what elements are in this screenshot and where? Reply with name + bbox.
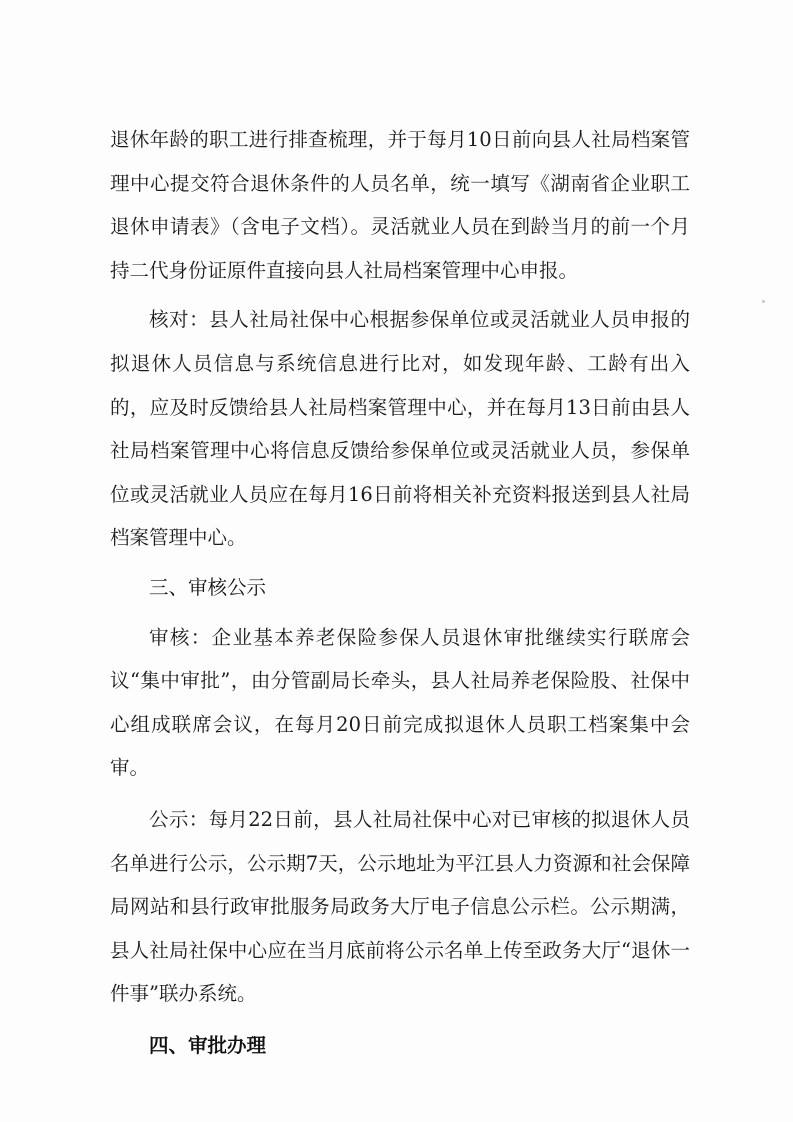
paragraph-employee-retirement-screening: 退休年龄的职工进行排查梳理，并于每月10日前向县人社局档案管理中心提交符合退休条件的人员名单，统一填写《湖南省企业职工退休申请表》（含电子文档）。灵活就业人员在到龄当月的前一个月持二代身份证原件直接向县人社局档案管理中心申报。 [110,128,690,282]
paragraph-spacer [110,1016,690,1024]
scan-artifact-dot [762,300,765,303]
paragraph-spacer [110,790,690,798]
section-heading-review-publicity: 三、审核公示 [149,575,267,599]
paragraph-verification: 核对：县人社局社保中心根据参保单位或灵活就业人员申报的拟退休人员信息与系统信息进行比对，如发现年龄、工龄有出入的，应及时反馈给县人社局档案管理中心，并在每月13日前由县人社局档案管理中心将信息反馈给参保单位或灵活就业人员，参保单位或灵活就业人员应在每月16日前将相关补充资料报送到县人社局档案管理中心。 [110,308,690,550]
section-heading-approval: 四、审批办理 [149,1033,267,1057]
paragraph-publicity: 公示：每月22日前，县人社局社保中心对已审核的拟退休人员名单进行公示，公示期7天，公示地址为平江县人力资源和社会保障局网站和县行政审批服务局政务大厅电子信息公示栏。公示期满，县人社局社保中心应在当月底前将公示名单上传至政务大厅“退休一件事”联办系统。 [110,807,690,1006]
paragraph-review: 审核：企业基本养老保险参保人员退休审批继续实行联席会议“集中审批”，由分管副局长牵头，县人社局养老保险股、社保中心组成联席会议，在每月20日前完成拟退休人员职工档案集中会审。 [110,625,690,780]
document-body [110,118,690,1067]
